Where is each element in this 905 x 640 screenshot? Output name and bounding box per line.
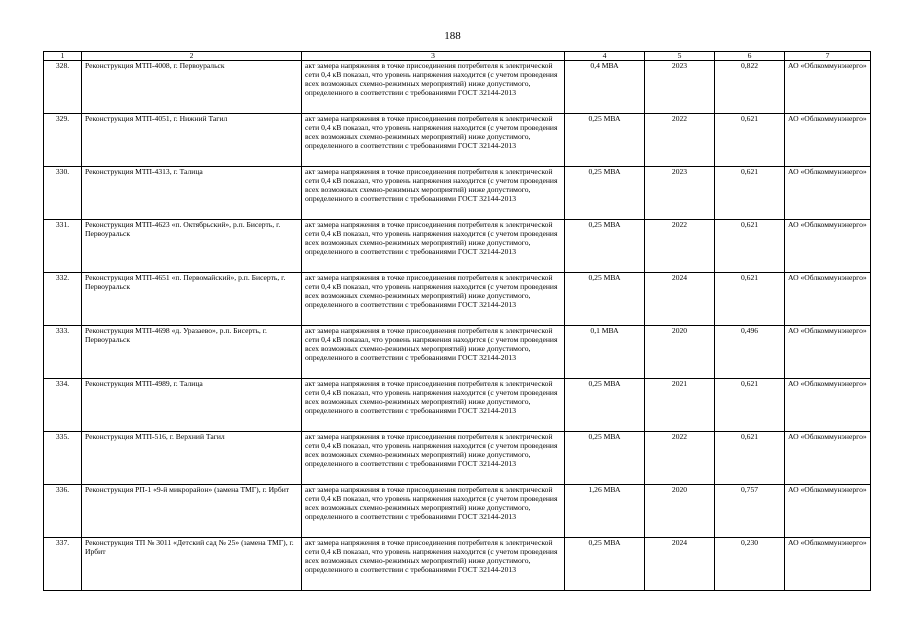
capacity-cell: 0,25 МВА [565, 379, 645, 432]
row-number-cell: 335. [44, 432, 82, 485]
organization-cell: АО «Облкоммунэнерго» [785, 61, 871, 114]
table-row [44, 220, 871, 273]
cost-value-cell: 0,496 [715, 326, 785, 379]
justification-cell: акт замера напряжения в точке присоединения потребителя к электрической сети 0,4 кВ показал, что уровень напряжения находится (с учетом проведения всех возможных схемно-режимных мероприятий) ниже допустимого, определенного в соответствии с требованиями ГОСТ 32144-2013 [302, 538, 565, 591]
capacity-cell: 0,25 МВА [565, 273, 645, 326]
cost-value-cell: 0,621 [715, 273, 785, 326]
capacity-cell: 0,4 МВА [565, 61, 645, 114]
row-number-cell: 334. [44, 379, 82, 432]
year-cell: 2024 [645, 273, 715, 326]
project-name-cell: Реконструкция МТП-4008, г. Первоуральск [82, 61, 302, 114]
justification-cell: акт замера напряжения в точке присоединения потребителя к электрической сети 0,4 кВ показал, что уровень напряжения находится (с учетом проведения всех возможных схемно-режимных мероприятий) ниже допустимого, определенного в соответствии с требованиями ГОСТ 32144-2013 [302, 273, 565, 326]
justification-cell: акт замера напряжения в точке присоединения потребителя к электрической сети 0,4 кВ показал, что уровень напряжения находится (с учетом проведения всех возможных схемно-режимных мероприятий) ниже допустимого, определенного в соответствии с требованиями ГОСТ 32144-2013 [302, 432, 565, 485]
year-cell: 2022 [645, 432, 715, 485]
project-name-cell: Реконструкция МТП-4989, г. Талица [82, 379, 302, 432]
row-number-cell: 331. [44, 220, 82, 273]
year-cell: 2020 [645, 326, 715, 379]
row-number-cell: 336. [44, 485, 82, 538]
capacity-cell: 0,25 МВА [565, 220, 645, 273]
justification-cell: акт замера напряжения в точке присоединения потребителя к электрической сети 0,4 кВ показал, что уровень напряжения находится (с учетом проведения всех возможных схемно-режимных мероприятий) ниже допустимого, определенного в соответствии с требованиями ГОСТ 32144-2013 [302, 114, 565, 167]
column-header: 4 [565, 52, 645, 61]
cost-value-cell: 0,230 [715, 538, 785, 591]
justification-cell: акт замера напряжения в точке присоединения потребителя к электрической сети 0,4 кВ показал, что уровень напряжения находится (с учетом проведения всех возможных схемно-режимных мероприятий) ниже допустимого, определенного в соответствии с требованиями ГОСТ 32144-2013 [302, 61, 565, 114]
project-name-cell: Реконструкция МТП-4313, г. Талица [82, 167, 302, 220]
justification-cell: акт замера напряжения в точке присоединения потребителя к электрической сети 0,4 кВ показал, что уровень напряжения находится (с учетом проведения всех возможных схемно-режимных мероприятий) ниже допустимого, определенного в соответствии с требованиями ГОСТ 32144-2013 [302, 485, 565, 538]
project-name-cell: Реконструкция МТП-4651 «п. Первомайский», р.п. Бисерть, г. Первоуральск [82, 273, 302, 326]
table-row [44, 273, 871, 326]
organization-cell: АО «Облкоммунэнерго» [785, 379, 871, 432]
column-number-row [44, 52, 871, 61]
project-name-cell: Реконструкция РП-1 «9-й микрорайон» (замена ТМГ), г. Ирбит [82, 485, 302, 538]
justification-cell: акт замера напряжения в точке присоединения потребителя к электрической сети 0,4 кВ показал, что уровень напряжения находится (с учетом проведения всех возможных схемно-режимных мероприятий) ниже допустимого, определенного в соответствии с требованиями ГОСТ 32144-2013 [302, 379, 565, 432]
organization-cell: АО «Облкоммунэнерго» [785, 273, 871, 326]
cost-value-cell: 0,757 [715, 485, 785, 538]
year-cell: 2023 [645, 167, 715, 220]
project-name-cell: Реконструкция ТП № 3011 «Детский сад № 25» (замена ТМГ), г. Ирбит [82, 538, 302, 591]
organization-cell: АО «Облкоммунэнерго» [785, 167, 871, 220]
year-cell: 2022 [645, 220, 715, 273]
cost-value-cell: 0,621 [715, 167, 785, 220]
row-number-cell: 337. [44, 538, 82, 591]
column-header: 2 [82, 52, 302, 61]
organization-cell: АО «Облкоммунэнерго» [785, 432, 871, 485]
project-name-cell: Реконструкция МТП-516, г. Верхний Тагил [82, 432, 302, 485]
organization-cell: АО «Облкоммунэнерго» [785, 114, 871, 167]
row-number-cell: 333. [44, 326, 82, 379]
year-cell: 2022 [645, 114, 715, 167]
year-cell: 2024 [645, 538, 715, 591]
capacity-cell: 0,1 МВА [565, 326, 645, 379]
column-header: 7 [785, 52, 871, 61]
column-header: 5 [645, 52, 715, 61]
table-row [44, 485, 871, 538]
table-row [44, 326, 871, 379]
page-number: 188 [444, 30, 461, 42]
project-name-cell: Реконструкция МТП-4623 «п. Октябрьский», р.п. Бисерть, г. Первоуральск [82, 220, 302, 273]
project-name-cell: Реконструкция МТП-4698 «д. Уразаево», р.п. Бисерть, г. Первоуральск [82, 326, 302, 379]
row-number-cell: 329. [44, 114, 82, 167]
row-number-cell: 332. [44, 273, 82, 326]
capacity-cell: 0,25 МВА [565, 538, 645, 591]
cost-value-cell: 0,621 [715, 432, 785, 485]
capacity-cell: 0,25 МВА [565, 167, 645, 220]
justification-cell: акт замера напряжения в точке присоединения потребителя к электрической сети 0,4 кВ показал, что уровень напряжения находится (с учетом проведения всех возможных схемно-режимных мероприятий) ниже допустимого, определенного в соответствии с требованиями ГОСТ 32144-2013 [302, 167, 565, 220]
table-row [44, 61, 871, 114]
investment-table [43, 51, 871, 591]
column-header: 1 [44, 52, 82, 61]
year-cell: 2023 [645, 61, 715, 114]
organization-cell: АО «Облкоммунэнерго» [785, 326, 871, 379]
justification-cell: акт замера напряжения в точке присоединения потребителя к электрической сети 0,4 кВ показал, что уровень напряжения находится (с учетом проведения всех возможных схемно-режимных мероприятий) ниже допустимого, определенного в соответствии с требованиями ГОСТ 32144-2013 [302, 220, 565, 273]
cost-value-cell: 0,822 [715, 61, 785, 114]
table-row [44, 114, 871, 167]
project-name-cell: Реконструкция МТП-4051, г. Нижний Тагил [82, 114, 302, 167]
cost-value-cell: 0,621 [715, 220, 785, 273]
capacity-cell: 0,25 МВА [565, 432, 645, 485]
capacity-cell: 1,26 МВА [565, 485, 645, 538]
organization-cell: АО «Облкоммунэнерго» [785, 485, 871, 538]
table-row [44, 432, 871, 485]
table-row [44, 379, 871, 432]
year-cell: 2020 [645, 485, 715, 538]
row-number-cell: 328. [44, 61, 82, 114]
capacity-cell: 0,25 МВА [565, 114, 645, 167]
cost-value-cell: 0,621 [715, 114, 785, 167]
organization-cell: АО «Облкоммунэнерго» [785, 220, 871, 273]
table-row [44, 167, 871, 220]
row-number-cell: 330. [44, 167, 82, 220]
justification-cell: акт замера напряжения в точке присоединения потребителя к электрической сети 0,4 кВ показал, что уровень напряжения находится (с учетом проведения всех возможных схемно-режимных мероприятий) ниже допустимого, определенного в соответствии с требованиями ГОСТ 32144-2013 [302, 326, 565, 379]
column-header: 3 [302, 52, 565, 61]
column-header: 6 [715, 52, 785, 61]
cost-value-cell: 0,621 [715, 379, 785, 432]
year-cell: 2021 [645, 379, 715, 432]
organization-cell: АО «Облкоммунэнерго» [785, 538, 871, 591]
table-row [44, 538, 871, 591]
